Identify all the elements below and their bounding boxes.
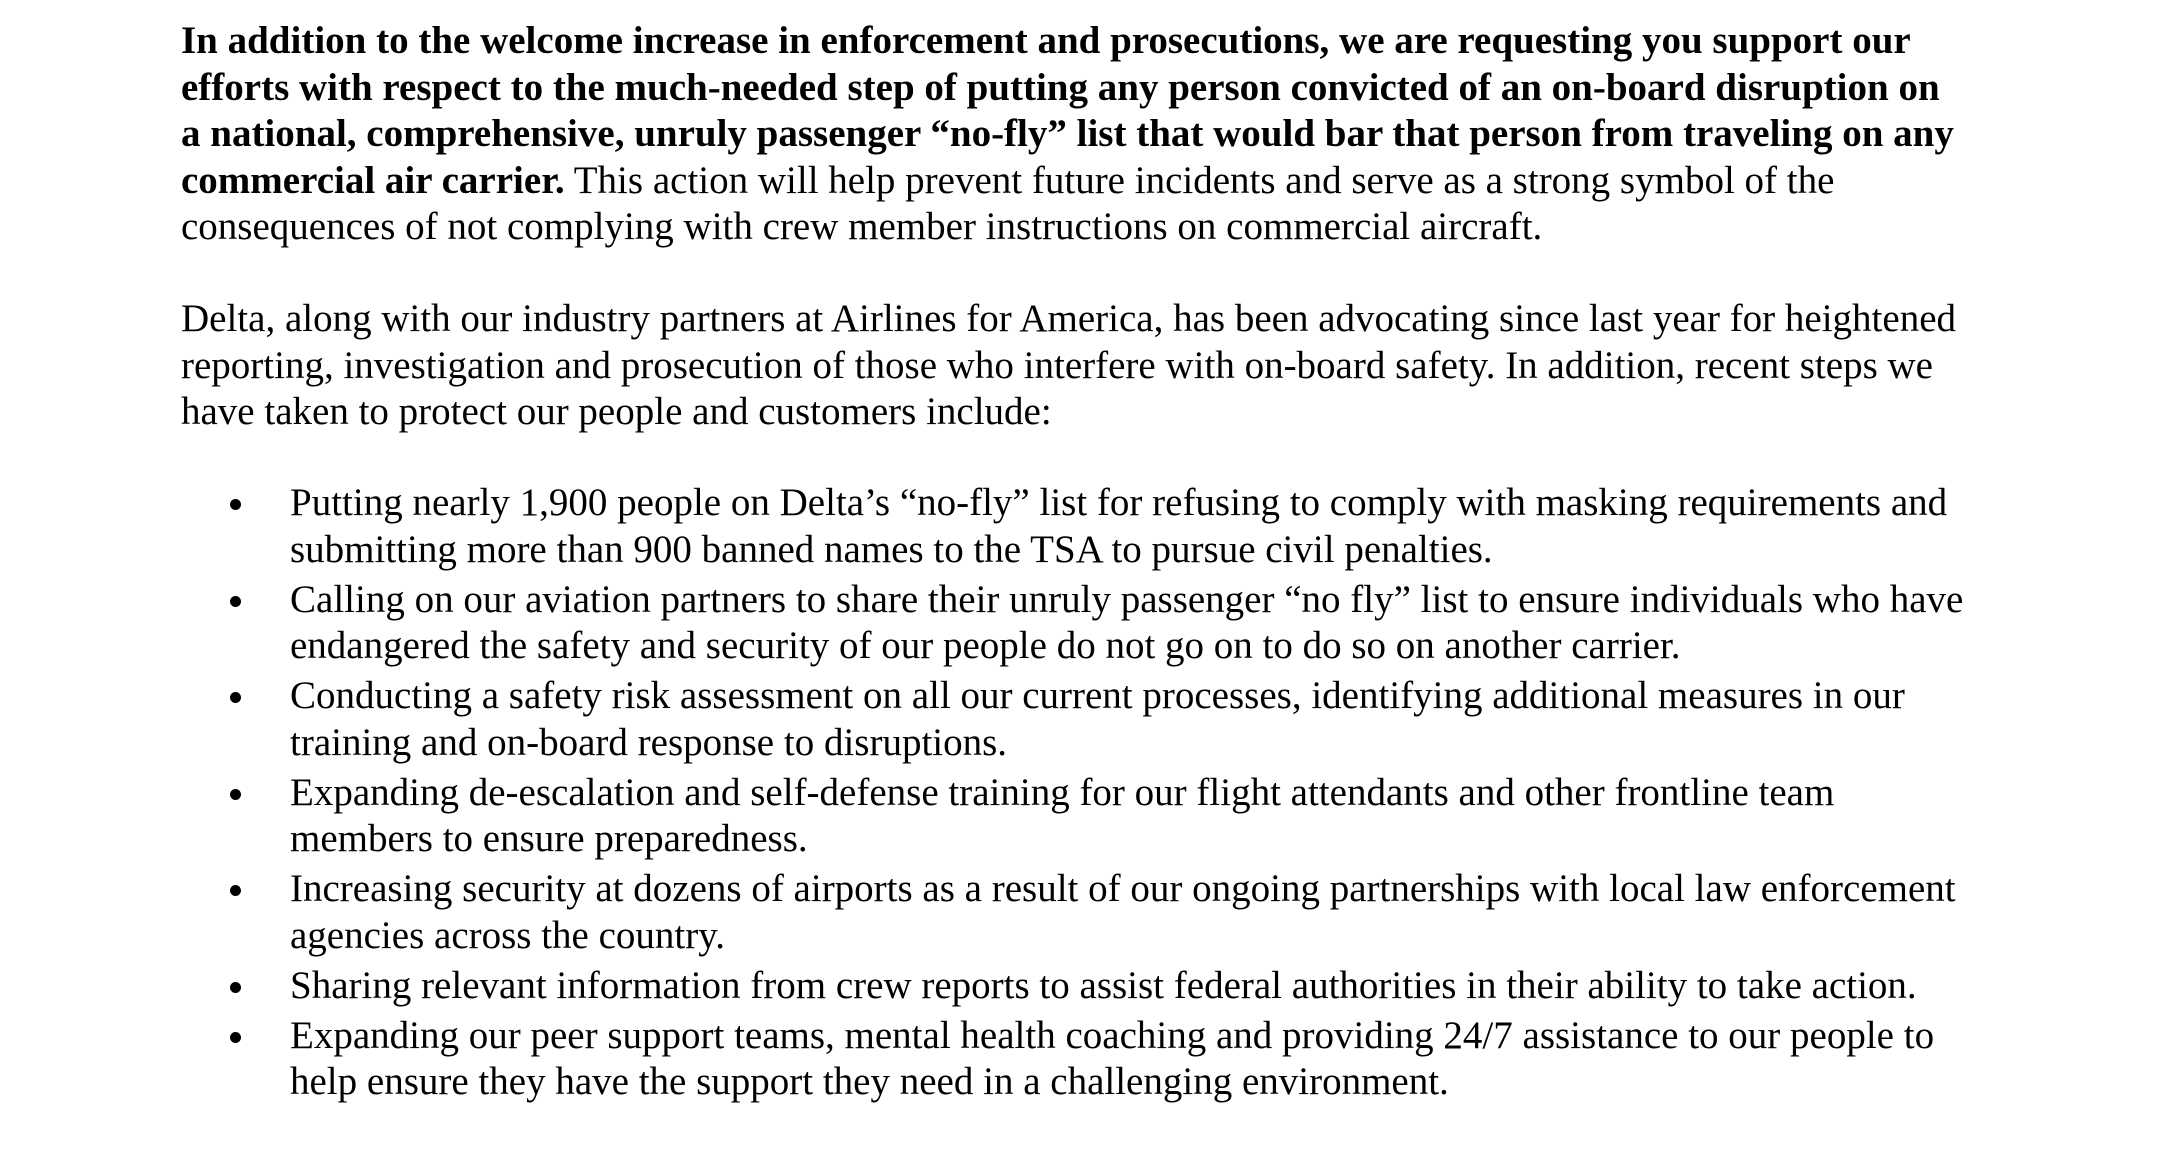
text-line: endangered the safety and security of our people do not go on to do so on another carrier. <box>290 624 1681 667</box>
text-line: In addition to the welcome increase in enforcement and prosecutions, we are requesting you support our <box>181 19 1911 62</box>
text-line: Expanding de-escalation and self-defense training for our flight attendants and other frontline team <box>290 770 1835 814</box>
text-line: Expanding our peer support teams, mental health coaching and providing 24/7 assistance to our people to <box>290 1013 1935 1057</box>
text-line: help ensure they have the support they need in a challenging environment. <box>290 1060 1449 1103</box>
bullet-icon <box>230 692 241 703</box>
list-item <box>181 480 2081 573</box>
text-line: Increasing security at dozens of airports as a result of our ongoing partnerships with local law enforcement <box>290 867 1956 910</box>
bullet-icon <box>230 1032 241 1043</box>
text-line: Putting nearly 1,900 people on Delta’s “no-fly” list for refusing to comply with masking requirements and <box>290 481 1948 524</box>
paragraph-no-fly-request <box>181 18 2081 251</box>
text-line: a national, comprehensive, unruly passenger “no-fly” list that would bar that person from traveling on any <box>181 112 1954 155</box>
bullet-icon <box>230 596 241 607</box>
text-line: training and on-board response to disruptions. <box>290 720 1008 764</box>
list-item <box>181 963 2081 1010</box>
bullet-icon <box>230 885 241 896</box>
list-item <box>181 770 2081 863</box>
list-item <box>181 1013 2081 1106</box>
bullet-icon <box>230 789 241 800</box>
text-line: members to ensure preparedness. <box>290 817 808 860</box>
paragraph-advocacy <box>181 296 2081 436</box>
list-item <box>181 673 2081 766</box>
list-item <box>181 866 2081 959</box>
text-line: Calling on our aviation partners to share their unruly passenger “no fly” list to ensure individuals who have <box>290 577 1964 621</box>
text-line: have taken to protect our people and customers include: <box>181 390 1052 433</box>
text-line: submitting more than 900 banned names to the TSA to pursue civil penalties. <box>290 527 1493 571</box>
bullet-icon <box>230 982 241 993</box>
steps-bullet-list <box>181 480 2081 1109</box>
bullet-icon <box>230 499 241 510</box>
text-line: Delta, along with our industry partners at Airlines for America, has been advocating since last year for heightened <box>181 297 1957 340</box>
text-line: Sharing relevant information from crew reports to assist federal authorities in their ability to take action. <box>290 963 1917 1007</box>
text-line: reporting, investigation and prosecution of those who interfere with on-board safety. In addition, recent steps we <box>181 343 1933 387</box>
text-line: consequences of not complying with crew member instructions on commercial aircraft. <box>181 205 1543 248</box>
bold-text: commercial air carrier. <box>181 158 565 202</box>
text-line: Conducting a safety risk assessment on all our current processes, identifying additional measures in our <box>290 674 1905 717</box>
text-line: efforts with respect to the much-needed step of putting any person convicted of an on-board disruption on <box>181 65 1940 109</box>
text-line: agencies across the country. <box>290 913 725 957</box>
regular-text: This action will help prevent future incidents and serve as a strong symbol of the <box>564 158 1835 202</box>
list-item <box>181 577 2081 670</box>
text-line <box>181 158 2081 205</box>
